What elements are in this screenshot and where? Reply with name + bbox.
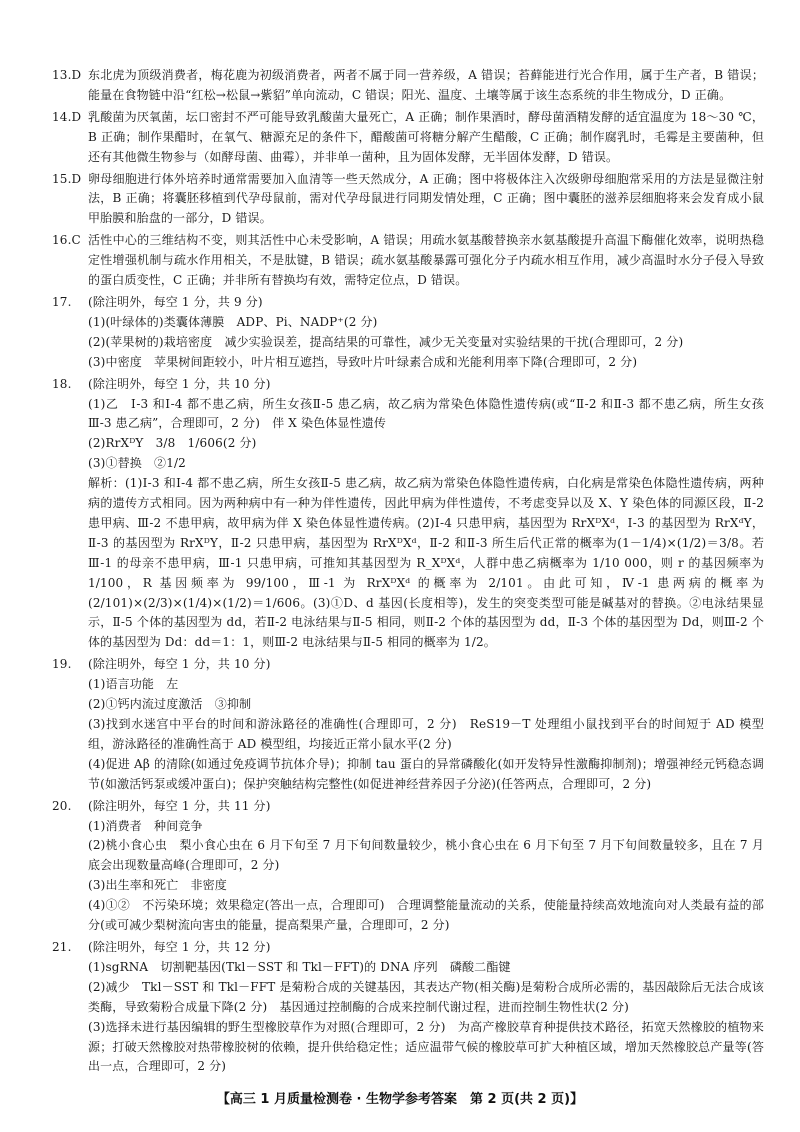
- answer-number: 20.: [52, 798, 72, 813]
- answer-line: (3)中密度 苹果树间距较小，叶片相互遮挡，导致叶片叶绿素合成和光能利用率下降(合理即可，2 分): [88, 354, 638, 369]
- page-footer: 【高三 1 月质量检测卷 · 生物学参考答案 第 2 页(共 2 页)】: [216, 1092, 584, 1107]
- answer-line: (3)找到水迷宫中平台的时间和游泳路径的准确性(合理即可，2 分) ReS19－T 处理组小鼠找到平台的时间短于 AD 模型组，游泳路径的准确性高于 AD 模型组，均接近正常小鼠水平(2 分): [88, 717, 764, 751]
- answer-line: (2)减少 Tkl－SST 和 Tkl－FFT 是菊粉合成的关键基因，其表达产物(相关酶)是菊粉合成所必需的，基因敲除后无法合成该类酶，导致菊粉合成量下降(2 分) 基因通过控制酶的合成来控制代谢过程，进而控制生物性状(2 分): [88, 979, 764, 1014]
- answer-line: (2)RrXᴰY 3/8 1/606(2 分): [88, 436, 257, 451]
- answer-line: (3)选择未进行基因编辑的野生型橡胶草作为对照(合理即可，2 分) 为高产橡胶草育种提供技术路径，拓宽天然橡胶的植物来源；打破天然橡胶对热带橡胶树的依赖，提升供给稳定性；适应温带气候的橡胶草可扩大种植区域，增加天然橡胶总产量等(答出一点，合理即可，2 分): [88, 1019, 764, 1074]
- answer-line: (2)(苹果树的)栽培密度 减少实验误差，提高结果的可靠性，减少无关变量对实验结果的干扰(合理即可，2 分): [88, 334, 684, 349]
- answer-line: (2)桃小食心虫 梨小食心虫在 6 月下旬至 7 月下旬间数量较少，桃小食心虫在 6 月下旬至 7 月下旬间数量较多，且在 7 月底会出现数量高峰(合理即可，2 分): [88, 838, 764, 873]
- answer-number: 18.: [52, 376, 72, 391]
- answer-line: (除注明外，每空 1 分，共 12 分): [88, 939, 271, 954]
- answer-item: [52, 170, 764, 230]
- answer-line: (3)出生率和死亡 非密度: [88, 878, 227, 893]
- answer-line: (1)sgRNA 切割靶基因(Tkl－SST 和 Tkl－FFT)的 DNA 序列 磷酸二酯键: [88, 959, 511, 974]
- answer-line: (除注明外，每空 1 分，共 10 分): [88, 376, 271, 391]
- answer-line: (除注明外，每空 1 分，共 10 分): [88, 657, 271, 672]
- answer-line: (1)乙 Ⅰ-3 和Ⅰ-4 都不患乙病，所生女孩Ⅱ-5 患乙病，故乙病为常染色体隐性遗传病(或“Ⅱ-2 和Ⅱ-3 都不患乙病，所生女孩Ⅲ-3 患乙病”，合理即可，2 分) 伴 X 染色体显性遗传: [88, 396, 764, 431]
- answer-line: 东北虎为顶级消费者，梅花鹿为初级消费者，两者不属于同一营养级，A 错误；苔藓能进行光合作用，属于生产者，B 错误；能量在食物链中沿“红松→松鼠→紫貂”单向流动，C 错误；阳光、温度、土壤等属于该生态系统的非生物成分，D 正确。: [88, 68, 764, 102]
- answer-item: [52, 655, 764, 794]
- answer-line: 卵母细胞进行体外培养时通常需要加入血清等一些天然成分，A 正确；图中将极体注入次级卵母细胞常采用的方法是显微注射法，B 正确；将囊胚移植到代孕母鼠前，需对代孕母鼠进行同期发情处理，C 正确；图中囊胚的滋养层细胞将来会发育成小鼠甲胎膜和胎盘的一部分，D 错误。: [88, 171, 764, 226]
- answer-content: [52, 66, 764, 1077]
- answer-line: (除注明外，每空 1 分，共 9 分): [88, 294, 263, 309]
- answer-item: [52, 108, 764, 168]
- answer-item: [52, 938, 764, 1077]
- answer-number: 17.: [52, 294, 72, 309]
- answer-number: 14.D: [52, 109, 82, 124]
- answer-item: [52, 231, 764, 291]
- answer-line: (4)促进 Aβ 的清除(如通过免疫调节抗体介导)；抑制 tau 蛋白的异常磷酸化(如开发特异性激酶抑制剂)；增强神经元钙稳态调节(如激活钙泵或缓冲蛋白)；保护突触结构完整性(如促进神经营养因子分泌)(任答两点，合理即可，2 分): [88, 756, 764, 791]
- answer-item: [52, 293, 764, 373]
- answer-line: 活性中心的三维结构不变，则其活性中心未受影响，A 错误；用疏水氨基酸替换亲水氨基酸提升高温下酶催化效率，说明热稳定性增强机制与疏水作用相关，不是肽键，B 错误；疏水氨基酸暴露可强化分子内疏水相互作用，减少高温时水分子侵入导致的蛋白质变性，C 正确；并非所有替换均有效，需特定位点，D 错误。: [88, 233, 764, 288]
- answer-item: [52, 797, 764, 936]
- answer-line: (3)①替换 ②1/2: [88, 456, 186, 471]
- answer-number: 13.D: [52, 68, 82, 82]
- answer-line: 解析：(1)Ⅰ-3 和Ⅰ-4 都不患乙病，所生女孩Ⅱ-5 患乙病，故乙病为常染色体隐性遗传病，白化病是常染色体隐性遗传病，两种病的遗传方式相同。因为两种病中有一种为伴性遗传，因此甲病为伴性遗传，不考虑变异以及 X、Y 染色体的同源区段，Ⅱ-2 患甲病、Ⅲ-2 不患甲病，故甲病为伴 X 染色体显性遗传病。(2)Ⅰ-4 只患甲病，基因型为 RrXᴰXᵈ，Ⅰ-3 的基因型为 RrXᵈY，Ⅱ-3 的基因型为 RrXᴰY，Ⅱ-2 只患甲病，基因型为 RrXᴰXᵈ，Ⅱ-2 和Ⅱ-3 所生后代正常的概率为(1－1/4)×(1/2)＝3/8。若Ⅲ-1 的母亲不患甲病，Ⅲ-1 只患甲病，可推知其基因型为 R_XᴰXᵈ，人群中患乙病概率为 1/10 000，则 r 的基因频率为 1/100，R 基因频率为 99/100，Ⅲ-1 为 RrXᴰXᵈ 的概率为 2/101。由此可知，Ⅳ-1 患两病的概率为(2/101)×(2/3)×(1/4)×(1/2)＝1/606。(3)①D、d 基因(长度相等)，发生的突变类型可能是碱基对的替换。②电泳结果显示，Ⅱ-5 个体的基因型为 dd，若Ⅱ-2 电泳结果与Ⅱ-5 相同，则Ⅱ-2 个体的基因型为 dd，Ⅱ-3 个体的基因型为 Dd，则Ⅲ-2 个体的基因型为 Dd：dd＝1：1，则Ⅲ-2 电泳结果与Ⅱ-5 相同的概率为 1/2。: [88, 476, 764, 650]
- answer-number: 19.: [52, 657, 72, 672]
- answer-line: (2)①钙内流过度激活 ③抑制: [88, 697, 252, 712]
- answer-item: [52, 66, 764, 106]
- answer-line: (1)消费者 种间竞争: [88, 818, 203, 833]
- answer-line: (1)(叶绿体的)类囊体薄膜 ADP、Pi、NADP⁺(2 分): [88, 314, 378, 329]
- answer-line: (除注明外，每空 1 分，共 11 分): [88, 798, 271, 813]
- answer-number: 15.D: [52, 171, 82, 186]
- answer-line: (4)①② 不污染环境；效果稳定(答出一点，合理即可) 合理调整能量流动的关系，使能量持续高效地流向对人类最有益的部分(或可减少梨树流向害虫的能量，提高梨果产量，合理即可，2 分): [88, 898, 764, 933]
- answer-number: 21.: [52, 939, 72, 954]
- answer-number: 16.C: [52, 233, 81, 248]
- answer-item: [52, 375, 764, 654]
- answer-line: 乳酸菌为厌氧菌，坛口密封不严可能导致乳酸菌大量死亡，A 正确；制作果酒时，酵母菌酒精发酵的适宜温度为 18～30 ℃，B 正确；制作果醋时，在氧气、糖源充足的条件下，醋酸菌可将糖分解产生醋酸，C 正确；制作腐乳时，毛霉是主要菌种，但还有其他微生物参与（如酵母菌、曲霉），并非单一菌种，且为固体发酵，无半固体发酵，D 错误。: [88, 109, 764, 164]
- answer-line: (1)语言功能 左: [88, 677, 179, 692]
